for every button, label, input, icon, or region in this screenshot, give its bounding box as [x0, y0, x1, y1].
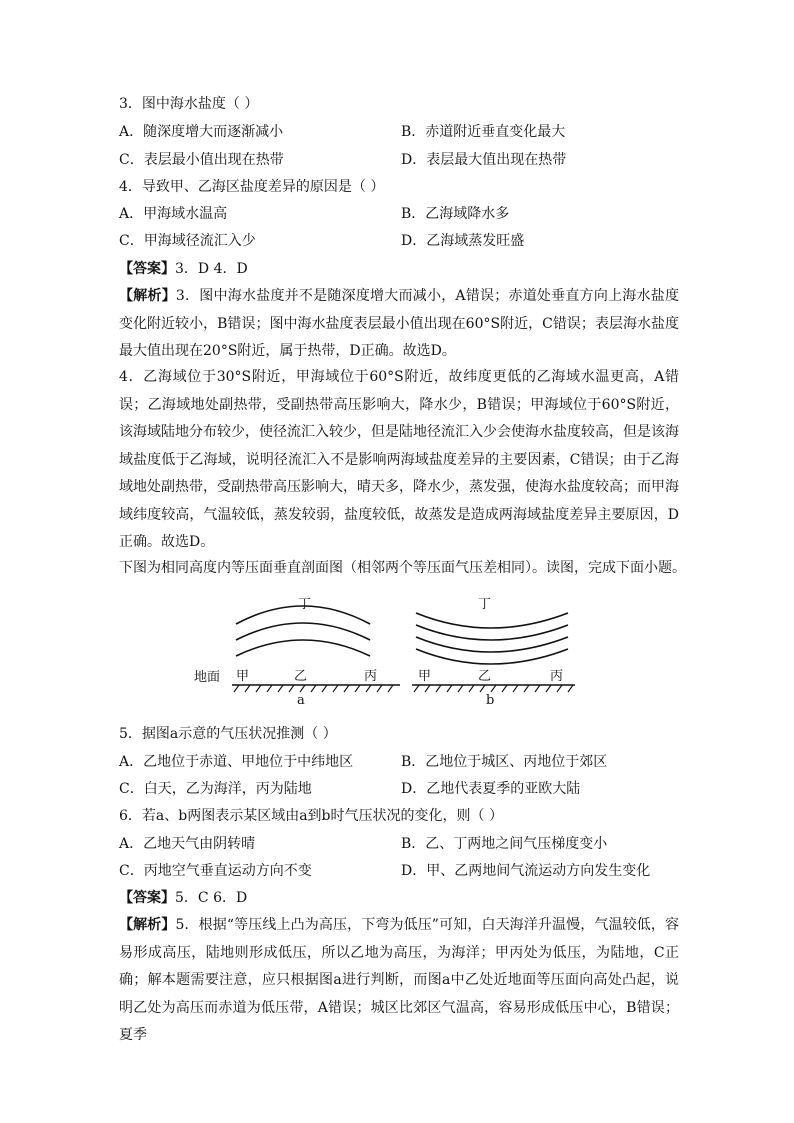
answer-5-6	[119, 888, 247, 908]
q6-option-c: C．丙地空气垂直运动方向不变	[119, 863, 312, 879]
label-ground: 地面	[194, 670, 221, 685]
hatch-mark	[311, 685, 316, 692]
hatch-mark	[322, 685, 327, 692]
q5-stem: 5．据图a示意的气压状况推测（ ）	[119, 726, 337, 742]
answer-text: 3．D 4．D	[175, 261, 248, 277]
hatch-mark	[491, 685, 496, 692]
hatch-mark	[333, 685, 338, 692]
q4-option-a: A．甲海域水温高	[119, 206, 228, 222]
hatch-mark	[524, 685, 529, 692]
label-a-jia: 甲	[236, 669, 250, 684]
q6-stem: 6．若a、b两图表示某区域由a到b时气压状况的变化，则（ ）	[119, 808, 503, 824]
hatch-mark	[267, 685, 272, 692]
hatch-mark	[546, 685, 551, 692]
q3-option-a: A．随深度增大而逐渐减小	[119, 124, 284, 140]
hatch-mark	[245, 685, 250, 692]
q6-option-b: B．乙、丁两地之间气压梯度变小	[401, 836, 608, 852]
label-b-bing: 丙	[550, 669, 564, 684]
label-a-bing: 丙	[364, 669, 378, 684]
analysis-3-text: 3．图中海水盐度并不是随深度增大而减小，A错误；赤道处垂直方向上海水盐度变化附近较小，B错误；图中海水盐度表层最小值出现在60°S附近，C错误；表层海水盐度最大值出现在20°S附近，属于热带，D正确。故选D。	[119, 288, 680, 359]
q4-option-d: D．乙海域蒸发旺盛	[401, 233, 525, 249]
caption-b: b	[486, 693, 495, 708]
hatch-mark	[557, 685, 562, 692]
hatch-mark	[366, 685, 371, 692]
ground-hatching	[234, 685, 573, 692]
q3-option-d: D．表层最大值出现在热带	[401, 152, 567, 168]
q5-option-c: C．白天，乙为海洋，丙为陆地	[119, 781, 312, 797]
label-a-yi: 乙	[294, 669, 308, 684]
figure-intro: 下图为相同高度内等压面垂直剖面图（相邻两个等压面气压差相同）。读图，完成下面小题。	[119, 560, 686, 576]
label-b-ding: 丁	[478, 597, 492, 612]
hatch-mark	[234, 685, 239, 692]
panel-b-isobars	[416, 613, 568, 664]
hatch-mark	[502, 685, 507, 692]
hatch-mark	[425, 685, 430, 692]
q3-option-c: C．表层最小值出现在热带	[119, 152, 284, 168]
hatch-mark	[480, 685, 485, 692]
hatch-mark	[447, 685, 452, 692]
analysis-tag: 【解析】	[119, 288, 176, 304]
q4-option-b: B．乙海域降水多	[401, 206, 510, 222]
isobaric-diagram	[190, 588, 590, 708]
hatch-mark	[568, 685, 573, 692]
hatch-mark	[414, 685, 419, 692]
hatch-mark	[377, 685, 382, 692]
q6-option-d: D．甲、乙两地间气流运动方向发生变化	[401, 863, 651, 879]
isobar-a-3	[236, 640, 370, 656]
hatch-mark	[289, 685, 294, 692]
analysis-4: 4．乙海域位于30°S附近，甲海域位于60°S附近，故纬度更低的乙海域水温更高，A错误；乙海域地处副热带，受副热带高压影响大，降水少，B错误；甲海域位于60°S附近，该海域陆地分布较少，使径流汇入较少，但是陆地径流汇入少会使海水盐度较高，但是该海域盐度低于乙海域，说明径流汇入不是影响两海域盐度差异的主要因素，C错误；由于乙海域地处副热带，受副热带高压影响大，晴天多，降水少，蒸发强，使海水盐度较高；而甲海域纬度较高，气温较低，蒸发较弱，盐度较低，故蒸发是造成两海域盐度差异主要原因，D正确。故选D。	[119, 369, 679, 550]
panel-a-isobars	[236, 606, 370, 656]
label-a-ding: 丁	[298, 597, 312, 612]
isobar-b-1	[416, 613, 568, 628]
hatch-mark	[469, 685, 474, 692]
analysis-5	[119, 912, 679, 1050]
analysis-5-text: 5．根据“等压线上凸为高压，下弯为低压”可知，白天海洋升温慢，气温较低，容易形成高压，陆地则形成低压，所以乙地为高压，为海洋；甲丙处为低压，为陆地，C正确；解本题需要注意，应只根据图a进行判断，而图a中乙处近地面等压面向高处凸起，说明乙处为高压而赤道为低压带，A错误；城区比郊区气温高，容易形成低压中心，B错误；夏季	[119, 917, 679, 1043]
answer-text: 5．C 6．D	[175, 890, 248, 906]
hatch-mark	[436, 685, 441, 692]
analysis-tag: 【解析】	[119, 917, 176, 933]
answer-3-4	[119, 259, 248, 279]
q5-option-d: D．乙地代表夏季的亚欧大陆	[401, 781, 581, 797]
hatch-mark	[535, 685, 540, 692]
isobar-a-2	[236, 623, 370, 640]
answer-tag: 【答案】	[119, 261, 175, 277]
answer-tag: 【答案】	[119, 890, 175, 906]
hatch-mark	[355, 685, 360, 692]
label-b-jia: 甲	[418, 669, 432, 684]
hatch-mark	[278, 685, 283, 692]
q5-option-b: B．乙地位于城区、丙地位于郊区	[401, 754, 608, 770]
label-b-yi: 乙	[478, 669, 492, 684]
q3-option-b: B．赤道附近垂直变化最大	[401, 124, 566, 140]
hatch-mark	[344, 685, 349, 692]
isobaric-figure	[190, 588, 590, 708]
q4-option-c: C．甲海域径流汇入少	[119, 233, 256, 249]
analysis-3	[119, 283, 679, 366]
caption-a: a	[297, 693, 305, 708]
q4-stem: 4．导致甲、乙海区盐度差异的原因是（ ）	[119, 179, 385, 195]
q3-stem: 3．图中海水盐度（ ）	[119, 96, 259, 112]
hatch-mark	[513, 685, 518, 692]
hatch-mark	[458, 685, 463, 692]
q6-option-a: A．乙地天气由阴转晴	[119, 836, 256, 852]
hatch-mark	[256, 685, 261, 692]
hatch-mark	[388, 685, 393, 692]
q5-option-a: A．乙地位于赤道、甲地位于中纬地区	[119, 754, 354, 770]
hatch-mark	[300, 685, 305, 692]
